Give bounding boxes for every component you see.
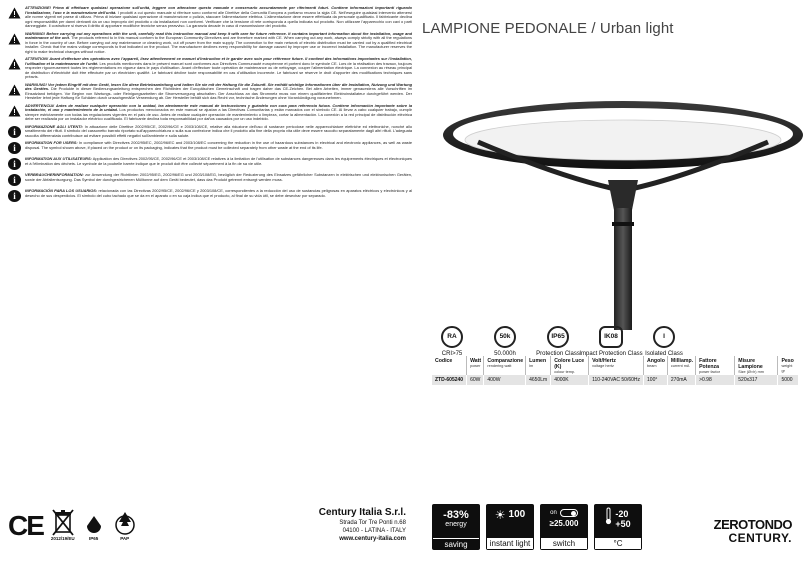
company-info: [319, 506, 406, 543]
warning-heading: ADVERTENCIA! Antes de realizar cualquier operación con la unidad, lea atentamente este manual de instrucciones y guárdelo con cura para referencia futura. Contiene información importante sobre la instalación, el uso y mantenimiento de la unidad.: [25, 102, 412, 112]
table-cell: 4650Lm: [526, 375, 551, 385]
warning-block: [8, 83, 412, 101]
ce-mark: CE: [8, 510, 43, 541]
table-cell: 400W: [484, 375, 526, 385]
warning-heading: INFORMACIÓN PARA LOS USUARIOS:: [25, 188, 98, 193]
warning-block: [8, 157, 412, 170]
warning-icon: [8, 33, 21, 46]
table-cell: 520x317: [735, 375, 778, 385]
warning-body: I prodotti a cui questo manuale si riferisce sono conformi alle Direttive della Comunità Europea a portiamo recano la sigla CE. Nell'eseguire qualsiasi intervento attenersi alle norme vigenti nel paese di utilizzo. Prima di iniziare qualsiasi operazione di manutenzione o pulizia, staccare l'alimentazione elettrica. L'alimentazione deve essere effettuata da personale qualificato. Il fabbricante declina ogni responsabilità per danni derivanti da un uso improprio del prodotto o da installazioni non conformi. Verificare che la tensione di rete corrisponda a quella indicata sul prodotto. Non utilizzare l'apparecchio con cavi o parti danneggiate. Il costruttore si riserva il diritto di apportare modifiche tecniche senza preavviso. La garanzia decade in caso di manomissione del prodotto.: [25, 9, 412, 28]
company-street: Strada Tor Tre Ponti n.68: [339, 520, 406, 526]
spec-table-body: [432, 375, 798, 385]
spec-icon: [644, 326, 684, 358]
warning-body: In compliance with Directives 2002/95/EC, 2002/96/EC and 2003/108/EC concerning the reduction in the use of hazardous substances in electrical and electronic appliances, as well as waste disposal. The symbol shown above, if placed on the product or on its packaging, indicates that the product must be collected separately from other waste at the end of its life.: [25, 140, 412, 150]
warning-body: In attuazione delle Direttive 2002/95/CE, 2002/96/CE e 2003/108/CE, relative alla riduzione dell'uso di sostanze pericolose nelle apparecchiature elettriche ed elettroniche, nonché allo smaltimento dei rifiuti. Il simbolo del cassonetto barrato riportato sull'apparecchiatura o sulla sua confezione indica che il prodotto alla fine della propria vita utile deve essere raccolto separatamente dagli altri rifiuti. L'adeguata raccolta differenziata contribuisce ad evitare possibili effetti negativi sull'ambiente e sulla salute.: [25, 123, 412, 138]
spec-table: [432, 356, 798, 385]
warning-body: Los productos mencionados en este manual se ajustan a las Directivas Comunitarias y están marcados con el símbolo CE. Al llevar a cabo cualquier trabajo, cumplir siempre estrictamente con todas las regulaciones vigentes en el país de uso. Antes de realizar cualquier operación de mantenimiento o limpieza, cortar la alimentación. La conexión a la red principal de distribución eléctrica debe ser realizada por un instalador eléctrico cualificado. El fabricante declina toda responsabilidad por daños causados por un uso indebido.: [25, 107, 412, 121]
info-icon: i: [8, 158, 21, 170]
warning-heading: ATTENZIONE! Prima di effettuare qualsiasi operazione sull'unità, leggere con attenzione questo manuale e conservarlo accuratamente per riferimenti futuri. Contiene informazioni importanti riguardo l'installazione, l'uso e la manutenzione dell'unità.: [25, 6, 412, 15]
warning-block: [8, 57, 412, 80]
warning-block: [8, 104, 412, 122]
warning-body: Les produits mentionnés dans le présent manuel sont conformes aux Directives Communauté européenne et portent donc le symbole CE. Lors de la réalisation des travaux, toujours respecter rigoureusement toutes les réglementations en vigueur dans le pays d'utilisation. Avant d'effectuer toute opération de maintenance ou de nettoyage, couper l'alimentation électrique. La connexion au réseau principal de distribution d'électricité doit être effectuée par un électricien qualifié. Le fabricant décline toute responsabilité en cas d'utilisation incorrecte. Le fabricant se réserve le droit d'apporter des modifications techniques sans préavis.: [25, 60, 412, 79]
spec-column-header: Misure Lampione Size (Ø×h) mm: [735, 356, 778, 375]
left-footer: [8, 496, 412, 564]
warnings-column: [8, 6, 412, 490]
company-name: Century Italia S.r.l.: [318, 507, 406, 518]
spec-caption: Protection Class: [536, 351, 580, 357]
warning-icon: [8, 105, 21, 118]
weee-bin-icon: 2012/19/EU: [51, 508, 75, 541]
warning-heading: WARNING! Before carrying out any operations with the unit, carefully read this instruction manual and keep it with care for future reference. It contains important information about the installation, usage and maintenance of the unit.: [25, 30, 412, 40]
warning-heading: INFORMATION FOR USERS:: [25, 140, 78, 145]
spec-column-header: Lumen lm: [526, 356, 551, 375]
table-cell: ZTD-605240: [432, 375, 467, 385]
spec-icon: [432, 326, 472, 358]
warning-heading: WARNUNG! Vor jedem Eingriff mit dem Gerät, lesen Sie diese Betriebsanleitung und halten Sie sie mit der Haltung für die Zukunft. Sie enthält wichtige Informationen über die Installation, Nutzung und Wartung des Gerätes.: [25, 81, 412, 91]
table-cell: 4000K: [551, 375, 589, 385]
table-cell: 5000: [778, 375, 798, 385]
bulb-icon: ☀: [494, 508, 506, 522]
info-icon: i: [8, 190, 21, 202]
switch-cycles-badge: on ≥25.000 switch: [540, 504, 588, 550]
brand-century: CENTURY.: [728, 531, 792, 545]
info-icon: i: [8, 174, 21, 186]
table-cell: 270mA: [667, 375, 695, 385]
company-city: 04100 - LATINA - ITALY: [342, 528, 406, 534]
warning-body: zur Anwendung der Richtlinien 2002/95/EG, 2002/96/EG und 2003/108/EG, bezüglich der Reduzierung des Einsatzes gefährlicher Substanzen in elektrischen und elektronischen Geräten, sowie der Abfallentsorgung. Das Symbol der durchgestrichenen Mülltonne auf dem Gerät bedeutet, dass das Produkt getrennt entsorgt werden muss.: [25, 172, 412, 182]
info-icon: i: [8, 126, 21, 138]
feature-badges: [432, 504, 642, 550]
instant-light-badge: ☀ 100 instant light: [486, 504, 534, 550]
ip65-icon: IP65: [83, 514, 105, 541]
spec-column-header: Peso weight gr: [778, 356, 798, 375]
table-cell: 60W: [467, 375, 484, 385]
toggle-icon: [560, 509, 578, 517]
page-title: LAMPIONE PEDONALE / Urban light: [422, 20, 674, 37]
spec-badge: IK08: [599, 326, 623, 348]
warning-icon: [8, 7, 21, 20]
energy-saving-badge: -83% energy saving: [432, 504, 480, 550]
warning-block: [8, 32, 412, 55]
warning-block: [8, 141, 412, 154]
table-cell: 100°: [644, 375, 668, 385]
spec-caption: Isolated Class: [645, 351, 683, 357]
spec-column-header: Angolo beam: [644, 356, 668, 375]
brand-zerotondo: ZEROTONDO: [713, 517, 792, 532]
spec-column-header: Milliamp. current mA: [667, 356, 695, 375]
spec-badge: RA: [441, 326, 463, 348]
spec-caption: 50.000h: [494, 351, 516, 357]
temperature-range-badge: -20 +50 °C: [594, 504, 642, 550]
thermometer-icon: [605, 507, 612, 530]
warning-heading: ATTENTION! Avant d'effectuer des opérations avec l'appareil, lisez attentivement ce manuel d'instruction et le garder avec soin pour référence future. Il contient des informations importantes sur l'installation, l'utilisation et la maintenance de l'unité.: [25, 56, 412, 66]
warning-block: [8, 6, 412, 29]
company-address: [319, 519, 406, 543]
warning-block: [8, 173, 412, 186]
warning-icon: [8, 58, 21, 71]
warning-icon: [8, 84, 21, 97]
company-website: www.century-italia.com: [339, 536, 406, 542]
spec-badge: IP65: [547, 326, 569, 348]
spec-icon: [538, 326, 578, 358]
brand-logo: [714, 518, 792, 545]
table-cell: 110-240VAC 50/60Hz: [589, 375, 644, 385]
spec-column-header: Fattore Potenza power factor: [696, 356, 735, 375]
spec-column-header: Watt power: [467, 356, 484, 375]
spec-column-header: Colore Luce (K) colour temp.: [551, 356, 589, 375]
spec-column-header: Codice: [435, 358, 453, 364]
warning-body: relacionada con las Directivas 2002/95/CE, 2002/96/CE y 2003/108/CE, correspondientes a la reducción del uso de sustancias peligrosas en aparatos eléctricos y electrónicos y al desecho de sus desperdicios. El símbolo del cubo tachado que se da en el aparato o en su caja indica que el producto, al final de su vida útil, se debe desechar por separado.: [25, 188, 412, 198]
warning-heading: INFORMATION AUX UTILISATEURS:: [25, 156, 92, 161]
spec-badge: 50k: [494, 326, 516, 348]
spec-column-header: Comparazione rendering watt: [484, 356, 526, 375]
warning-body: Application des Directives 2002/95/CE, 2002/96/CE et 2003/108/CE relatives à la limitation de l'utilisation de substances dangereuses dans les équipements électriques et électroniques et à l'élimination des déchets. Le symbole de la poubelle barrée indique que le produit doit être collecté séparément à la fin de sa vie utile.: [25, 156, 412, 166]
spec-table-header: [432, 356, 798, 375]
recycle-pap-icon: PAP: [113, 510, 137, 541]
lamp-illustration: [418, 90, 808, 330]
spec-column-header: Volt/Hertz voltage hertz: [589, 356, 644, 375]
spec-caption: CRI>75: [441, 351, 463, 357]
warning-body: Die Produkte in dieser Bedienungsanleitung entsprechen den Richtlinien der Europäischen Gemeinschaft und tragen daher das CE-Zeichen. Bei allen Arbeiten, immer genauestens alle Vorschriften im Einsatzland befolgen. Vor Beginn von Wartungs- oder Reinigungsarbeiten die Stromversorgung abschalten. Der Anschluss an das Stromnetz muss von einem qualifizierten Elektroinstallateur durchgeführt werden. Der Hersteller lehnt jede Haftung für Schäden durch unsachgemäße Verwendung ab. Der Hersteller behält sich das Recht vor, technische Änderungen ohne Vorankündigung vorzunehmen.: [25, 86, 412, 100]
warning-block: [8, 125, 412, 139]
table-cell: >0.98: [696, 375, 735, 385]
warning-heading: VERBRAUCHERINFORMATION:: [25, 172, 84, 177]
spec-icon: [579, 326, 643, 358]
warning-heading: INFORMAZIONE AGLI UTENTI:: [25, 123, 83, 129]
warning-block: [8, 189, 412, 202]
spec-caption: Impact Protection Class: [579, 351, 643, 357]
spec-icon: [485, 326, 525, 358]
warning-body: The products referred to in this manual conform to the European Community Directives and are therefore marked with CE. When carrying out any work, always comply strictly with all the regulations in force in the country of use. Before carrying out any maintenance or cleaning work, cut off power from the main supply. The connection to the main network of electric distribution must be carried out by a qualified electrical installer. Check that the mains voltage corresponds to that indicated on the product. The manufacturer declines every responsibility for damage caused by improper use or incorrect installation. The manufacturer reserves the right to make technical changes without notice.: [25, 35, 412, 54]
spec-icons: [432, 326, 684, 358]
certification-icons: [8, 508, 137, 541]
info-icon: i: [8, 142, 21, 154]
table-row: [432, 375, 798, 385]
spec-badge: I: [653, 326, 675, 348]
